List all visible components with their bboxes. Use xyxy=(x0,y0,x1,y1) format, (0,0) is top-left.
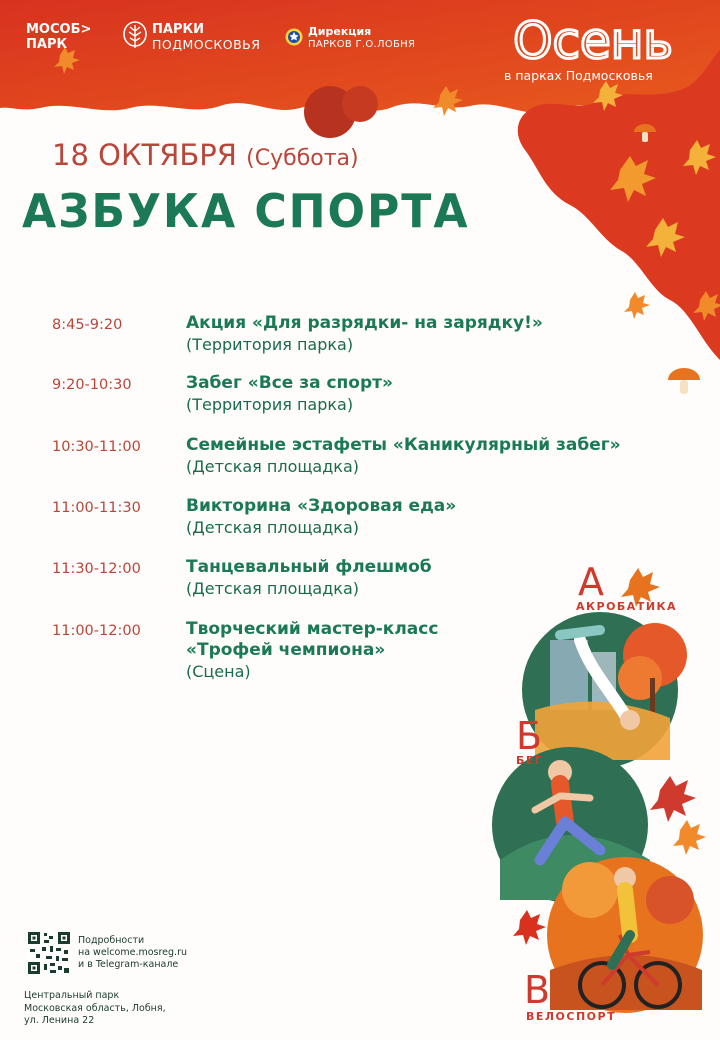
sport-illustrations xyxy=(480,560,720,1040)
alphabet-letter: А xyxy=(578,560,604,604)
alphabet-letter: Б xyxy=(516,714,543,758)
osen-brand-text: Осень xyxy=(513,12,673,68)
event-title: АЗБУКА СПОРТА xyxy=(22,184,470,238)
emblem-icon xyxy=(285,28,303,46)
schedule-activity-title: «Трофей чемпиона» xyxy=(186,640,386,660)
schedule-location: (Территория парка) xyxy=(186,395,354,414)
schedule-location: (Детская площадка) xyxy=(186,579,360,598)
direkciya-logo-line2: ПАРКОВ Г.О.ЛОБНЯ xyxy=(308,39,416,50)
osen-brand-title xyxy=(478,12,708,68)
schedule-location: (Детская площадка) xyxy=(186,518,360,537)
schedule-time: 11:30-12:00 xyxy=(52,561,141,577)
schedule-time: 11:00-12:00 xyxy=(52,623,141,639)
footer-address-line: Московская область, Лобня, xyxy=(24,1002,166,1014)
direkciya-logo xyxy=(308,25,415,51)
schedule-location: (Детская площадка) xyxy=(186,457,360,476)
footer-info-line: на welcome.mosreg.ru xyxy=(78,947,187,958)
schedule-activity-title: Творческий мастер-класс xyxy=(186,619,439,639)
mosobpark-logo xyxy=(26,22,91,52)
schedule-time: 10:30-11:00 xyxy=(52,439,141,455)
footer-info xyxy=(78,935,187,971)
footer-address-line: Центральный парк xyxy=(24,990,120,1001)
schedule-activity-title: Семейные эстафеты «Каникулярный забег» xyxy=(186,435,621,455)
alphabet-sport-name: БЕГ xyxy=(516,754,544,767)
alphabet-letter: В xyxy=(524,968,551,1012)
event-date xyxy=(52,138,359,172)
direkciya-logo-line1: Дирекция xyxy=(308,25,372,38)
parki-logo-line2: ПОДМОСКОВЬЯ xyxy=(152,37,261,52)
schedule-activity-title: Акция «Для разрядки- на зарядку!» xyxy=(186,313,543,333)
schedule-activity-title: Викторина «Здоровая еда» xyxy=(186,496,457,516)
alphabet-sport-name: АКРОБАТИКА xyxy=(576,600,678,613)
alphabet-sport-name: ВЕЛОСПОРТ xyxy=(526,1010,617,1023)
schedule-activity-title: Танцевальный флешмоб xyxy=(186,557,432,577)
mosobpark-logo-line2: ПАРК xyxy=(26,37,68,52)
footer-address-line: ул. Ленина 22 xyxy=(24,1015,95,1026)
tree-logo-icon xyxy=(122,21,148,51)
schedule-activity-title: Забег «Все за спорт» xyxy=(186,373,393,393)
qr-code-icon[interactable] xyxy=(26,930,72,976)
mosobpark-logo-line1: МОСОБ> xyxy=(26,22,92,37)
schedule-time: 11:00-11:30 xyxy=(52,500,141,516)
parki-podmoskovya-logo xyxy=(152,22,260,52)
footer-info-line: Подробности xyxy=(78,935,145,946)
schedule-location: (Территория парка) xyxy=(186,335,354,354)
schedule-location: (Сцена) xyxy=(186,662,251,681)
event-date-text: 18 ОКТЯБРЯ xyxy=(52,138,237,172)
osen-subtitle: в парках Подмосковья xyxy=(504,68,653,83)
schedule-time: 9:20-10:30 xyxy=(52,377,132,393)
schedule-time: 8:45-9:20 xyxy=(52,317,123,333)
footer-address xyxy=(24,990,166,1028)
parki-logo-line1: ПАРКИ xyxy=(152,22,204,37)
footer-info-line: и в Telegram-канале xyxy=(78,959,179,970)
event-weekday: (Суббота) xyxy=(246,146,359,171)
